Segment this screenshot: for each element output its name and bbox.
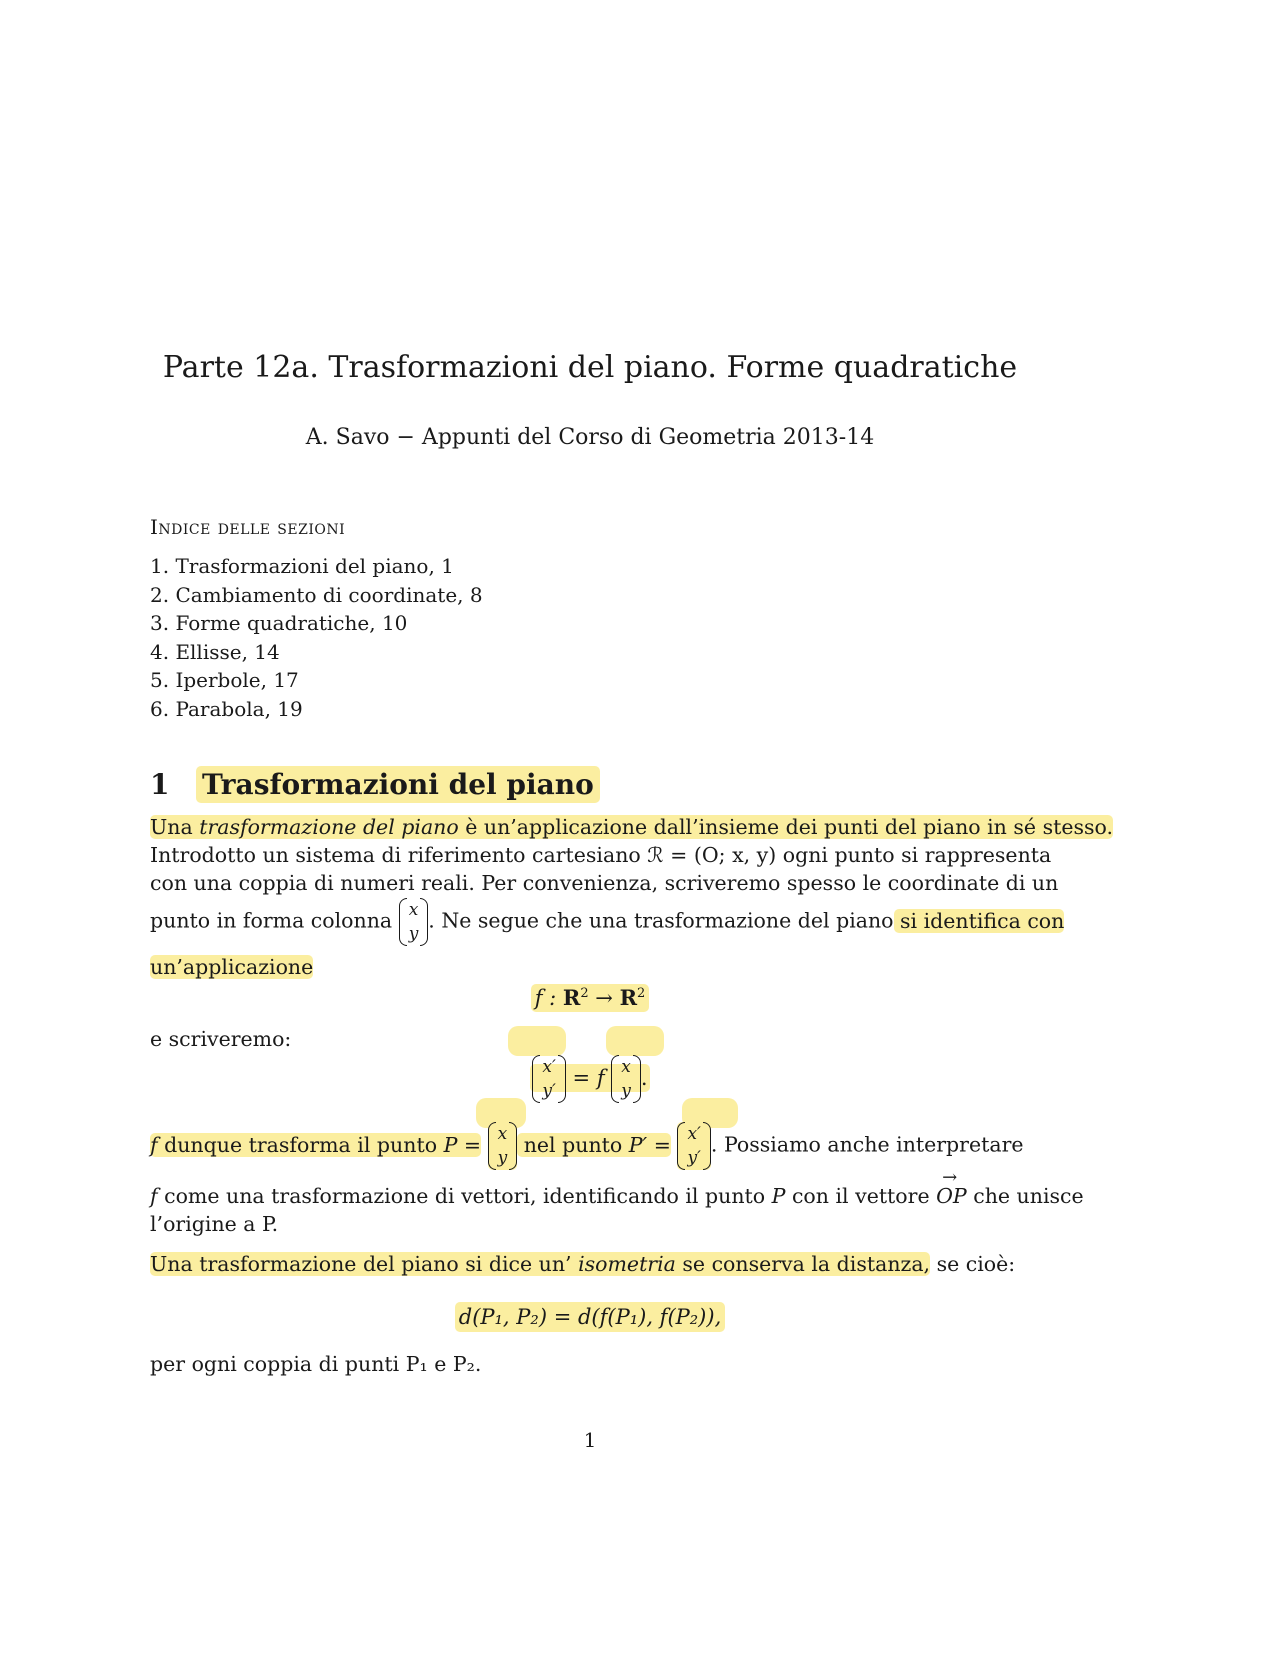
text: . Possiamo anche interpretare — [710, 1132, 1024, 1157]
paragraph-line: per ogni coppia di punti P₁ e P₂. — [150, 1352, 482, 1376]
document-title: Parte 12a. Trasformazioni del piano. Forme quadratiche — [162, 350, 1018, 385]
vector-entry: x′ — [687, 1124, 701, 1144]
highlight: un’applicazione — [150, 955, 314, 979]
toc-item[interactable]: 4. Ellisse, 14 — [150, 639, 280, 664]
text: Una — [150, 815, 200, 839]
vector-entry: y — [497, 1148, 508, 1168]
toc-item[interactable]: 5. Iperbole, 17 — [150, 668, 299, 692]
highlight: d(P₁, P₂) = d(f(P₁), f(P₂)), — [455, 1302, 726, 1332]
text: Una trasformazione del piano si dice un’ — [150, 1252, 579, 1276]
paragraph-line — [150, 1252, 1015, 1276]
toc-item[interactable]: 3. Forme quadratiche, 10 — [150, 611, 408, 635]
math: → — [588, 986, 620, 1010]
equation-distance — [0, 1305, 1180, 1329]
paragraph-line — [150, 1122, 1024, 1170]
section-heading — [150, 768, 600, 801]
vector-entry: y′ — [687, 1148, 701, 1168]
column-vector — [677, 1122, 710, 1170]
vector-entry: y — [408, 924, 419, 944]
highlight — [150, 815, 1113, 839]
vector-entry: y — [621, 1081, 631, 1101]
paragraph-line — [150, 955, 313, 979]
math: P′ = — [628, 1132, 671, 1157]
highlight — [508, 1026, 566, 1056]
paragraph-line: Introdotto un sistema di riferimento cartesiano ℛ = (O; x, y) ogni punto si rappresenta — [150, 843, 1052, 867]
text: se conserva la distanza, — [675, 1252, 931, 1276]
column-vector — [611, 1055, 641, 1103]
paragraph-line: l’origine a P. — [150, 1212, 279, 1236]
highlight — [606, 1026, 664, 1056]
highlight — [150, 1133, 481, 1157]
vector-entry: x — [621, 1057, 631, 1077]
paragraph-line — [150, 815, 1113, 839]
column-vector — [399, 898, 429, 946]
highlight: si identifica con — [893, 908, 1065, 933]
math: f — [150, 1184, 158, 1208]
section-title: Trasformazioni del piano — [196, 766, 600, 803]
emphasis: trasformazione del piano — [199, 815, 459, 839]
toc-item[interactable]: 1. Trasformazioni del piano, 1 — [150, 554, 454, 578]
vector-entry: x — [408, 900, 419, 920]
vector-entry: y′ — [542, 1081, 556, 1101]
text: nel punto — [517, 1132, 629, 1157]
toc-item[interactable]: 2. Cambiamento di coordinate, 8 — [150, 582, 483, 607]
table-of-contents — [150, 552, 483, 723]
vector-entry: x′ — [542, 1057, 556, 1077]
math: P — [771, 1184, 786, 1208]
equation-map — [0, 985, 1180, 1010]
highlight: f : $R^2 \to R^2$ — [531, 984, 650, 1012]
vector-op: → OP — [936, 1184, 967, 1208]
column-vector — [488, 1122, 518, 1170]
document-author: A. Savo − Appunti del Corso di Geometria 2013-14 — [305, 425, 875, 450]
paragraph-line: con una coppia di numeri reali. Per convenienza, scriveremo spesso le coordinate di un — [150, 871, 1059, 895]
emphasis: isometria — [578, 1252, 676, 1276]
toc-heading: Indice delle sezioni — [150, 515, 346, 539]
text: come una trasformazione di vettori, identificando il punto — [157, 1184, 772, 1208]
text: dunque trasforma il punto — [157, 1132, 444, 1157]
text: con il vettore — [785, 1184, 937, 1208]
paragraph-line — [150, 1184, 1084, 1208]
paragraph-line — [150, 898, 1064, 946]
math: R — [562, 985, 581, 1010]
paragraph-line: e scriveremo: — [150, 1027, 292, 1051]
text: che unisce — [966, 1184, 1084, 1208]
math: f : — [534, 986, 563, 1010]
math: . — [640, 1065, 648, 1090]
math: P = — [443, 1132, 482, 1157]
text: se cioè: — [930, 1252, 1016, 1276]
column-vector — [532, 1055, 565, 1103]
highlight — [150, 1252, 930, 1276]
page-number: 1 — [583, 1428, 597, 1452]
text: . Ne segue che una trasformazione del piano — [428, 908, 894, 933]
highlight — [517, 1133, 671, 1157]
text: punto in forma colonna — [150, 908, 393, 933]
math: R — [619, 985, 638, 1010]
math: f — [150, 1132, 158, 1157]
section-number: 1 — [150, 768, 170, 801]
vector-entry: x — [497, 1124, 508, 1144]
toc-item[interactable]: 6. Parabola, 19 — [150, 696, 303, 721]
highlight — [530, 1057, 649, 1101]
math: = f — [565, 1065, 612, 1090]
text: è un’applicazione dall’insieme dei punti del piano in sé stesso. — [458, 815, 1113, 839]
equation-transform — [0, 1055, 1180, 1103]
